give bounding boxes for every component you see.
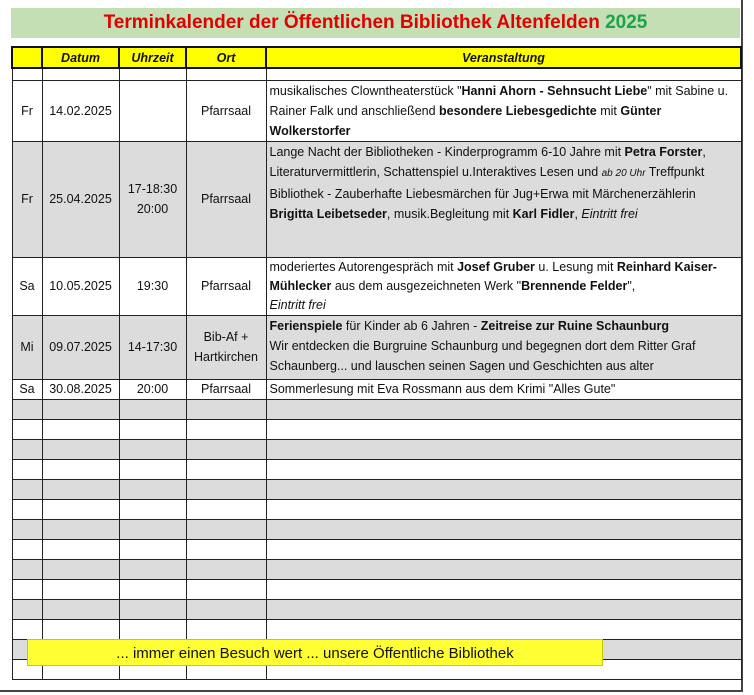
cell-place: Bib-Af + Hartkirchen (186, 315, 266, 379)
table-row (12, 379, 741, 399)
cell-time: 17-18:30 20:00 (119, 141, 186, 257)
header-date: Datum (42, 47, 119, 68)
sheet-frame-bottom (0, 690, 743, 692)
empty-row (12, 459, 741, 479)
cell-date: 14.02.2025 (42, 80, 119, 141)
title-text: Terminkalender der Öffentlichen Bibliothek Altenfelden (103, 12, 600, 33)
header-event: Veranstaltung (266, 47, 741, 68)
cell-day: Fr (12, 141, 42, 257)
cell-time: 14-17:30 (119, 315, 186, 379)
cell-place: Pfarrsaal (186, 141, 266, 257)
footer-banner: ... immer einen Besuch wert ... unsere Öffentliche Bibliothek (27, 639, 603, 666)
cell-date: 09.07.2025 (42, 315, 119, 379)
empty-row (12, 579, 741, 599)
cell-event: Ferienspiele für Kinder ab 6 Jahren - Zeitreise zur Ruine Schaunburg Wir entdecken die Burgruine Schaunburg und begegnen dort dem Ritter Graf Schaunberg... und lauschen seinen Sagen und Geschichten aus alter (266, 315, 741, 379)
empty-row (12, 479, 741, 499)
empty-row (12, 399, 741, 419)
table-row (12, 80, 741, 141)
page-title (11, 8, 740, 38)
title-year: 2025 (605, 12, 648, 33)
empty-row (12, 499, 741, 519)
cell-date: 30.08.2025 (42, 379, 119, 399)
cell-event: musikalisches Clowntheaterstück "Hanni Ahorn - Sehnsucht Liebe" mit Sabine u. Rainer Falk und anschließend besondere Liebesgedichte mit Günter Wolkerstorfer (266, 80, 741, 141)
cell-place: Pfarrsaal (186, 257, 266, 315)
spacer-row (12, 68, 741, 80)
cell-date: 10.05.2025 (42, 257, 119, 315)
cell-event: moderiertes Autorengespräch mit Josef Gruber u. Lesung mit Reinhard Kaiser-Mühlecker aus dem ausgezeichneten Werk "Brennende Felder", Eintritt frei (266, 257, 741, 315)
cell-day: Mi (12, 315, 42, 379)
event-calendar-table (11, 46, 742, 680)
cell-day: Sa (12, 379, 42, 399)
cell-day: Fr (12, 80, 42, 141)
table-row (12, 315, 741, 379)
table-row (12, 141, 741, 257)
cell-time: 20:00 (119, 379, 186, 399)
cell-day: Sa (12, 257, 42, 315)
cell-time (119, 80, 186, 141)
cell-place: Pfarrsaal (186, 80, 266, 141)
table-row (12, 257, 741, 315)
empty-row (12, 599, 741, 619)
cell-time: 19:30 (119, 257, 186, 315)
empty-row (12, 539, 741, 559)
empty-row (12, 619, 741, 639)
empty-row (12, 419, 741, 439)
empty-row (12, 439, 741, 459)
cell-event: Lange Nacht der Bibliotheken - Kinderprogramm 6-10 Jahre mit Petra Forster, Literaturvermittlerin, Schattenspiel u.Interaktives Lesen und ab 20 Uhr Treffpunkt Bibliothek - Zauberhafte Liebesmärchen für Jug+Erwa mit Märchenerzählerin Brigitta Leibetseder, musik.Begleitung mit Karl Fidler, Eintritt frei (266, 141, 741, 257)
cell-date: 25.04.2025 (42, 141, 119, 257)
cell-event: Sommerlesung mit Eva Rossmann aus dem Krimi "Alles Gute" (266, 379, 741, 399)
header-time: Uhrzeit (119, 47, 186, 68)
header-place: Ort (186, 47, 266, 68)
empty-row (12, 559, 741, 579)
empty-row (12, 519, 741, 539)
table-header-row (12, 47, 741, 68)
header-day (12, 47, 42, 68)
cell-place: Pfarrsaal (186, 379, 266, 399)
